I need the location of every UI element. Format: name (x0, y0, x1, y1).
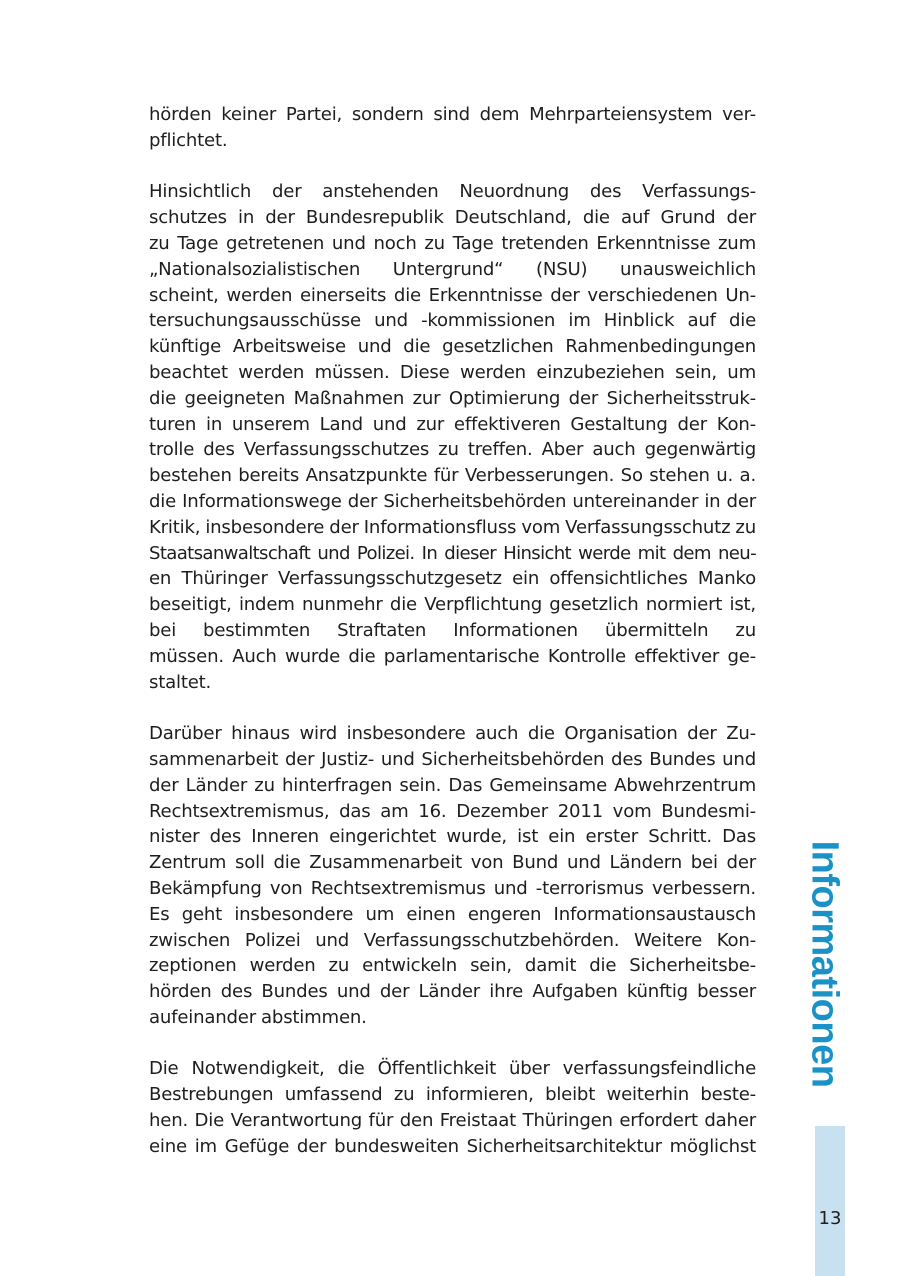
text-line: tersuchungsausschüsse und -kommissionen im Hinblick auf die (149, 310, 756, 332)
text-line: nister des Inneren eingerichtet wurde, ist ein erster Schritt. Das (149, 826, 756, 848)
text-line: beseitigt, indem nunmehr die Verpflichtung gesetzlich normiert ist, (149, 594, 756, 616)
text-line: Staatsanwaltschaft und Polizei. In dieser Hinsicht werde mit dem neu- (149, 542, 756, 564)
page-tab (815, 1126, 845, 1276)
text-line: der Länder zu hinterfragen sein. Das Gemeinsame Abwehrzentrum (149, 774, 756, 796)
text-line: eine im Gefüge der bundesweiten Sicherheitsarchitektur möglichst (149, 1135, 756, 1157)
text-line: Die Notwendigkeit, die Öffentlichkeit über verfassungsfeindliche (149, 1058, 756, 1080)
body-text (149, 102, 756, 1160)
text-line: sammenarbeit der Justiz- und Sicherheitsbehörden des Bundes und (149, 748, 756, 770)
text-line: Es geht insbesondere um einen engeren Informationsaustausch (149, 903, 756, 925)
page-number: 13 (818, 1208, 842, 1229)
text-line: bestehen bereits Ansatzpunkte für Verbesserungen. So stehen u. a. (149, 465, 756, 487)
text-line: die geeigneten Maßnahmen zur Optimierung der Sicherheitsstruk- (149, 387, 756, 409)
text-line: künftige Arbeitsweise und die gesetzlichen Rahmenbedingungen (149, 336, 756, 358)
paragraph-4 (149, 1056, 756, 1159)
text-line: hörden des Bundes und der Länder ihre Aufgaben künftig besser (149, 981, 756, 1003)
text-line: trolle des Verfassungsschutzes zu treffen. Aber auch gegenwärtig (149, 439, 756, 461)
text-line: aufeinander abstimmen. (149, 1006, 367, 1028)
section-label (803, 840, 846, 1088)
text-line: müssen. Auch wurde die parlamentarische Kontrolle effektiver ge- (149, 645, 756, 667)
text-line: zu Tage getretenen und noch zu Tage tretenden Erkenntnisse zum (149, 232, 756, 254)
text-line: turen in unserem Land und zur effektiveren Gestaltung der Kon- (149, 413, 756, 435)
text-line: scheint, werden einerseits die Erkenntnisse der verschiedenen Un- (149, 284, 756, 306)
text-line: Zentrum soll die Zusammenarbeit von Bund und Ländern bei der (149, 852, 756, 874)
text-line: Rechtsextremismus, das am 16. Dezember 2011 vom Bundesmi- (149, 800, 756, 822)
text-line: zwischen Polizei und Verfassungsschutzbehörden. Weitere Kon- (149, 929, 756, 951)
section-label-text: Informationen (803, 840, 846, 1088)
text-line: en Thüringer Verfassungsschutzgesetz ein offensichtliches Manko (149, 568, 756, 590)
text-line: Hinsichtlich der anstehenden Neuordnung des Verfassungs- (149, 181, 756, 203)
text-line: zeptionen werden zu entwickeln sein, damit die Sicherheitsbe- (149, 955, 756, 977)
text-line: die Informationswege der Sicherheitsbehörden untereinander in der (149, 490, 756, 512)
text-line: bei bestimmten Straftaten Informationen übermitteln zu (149, 619, 756, 641)
text-line: staltet. (149, 671, 212, 693)
text-line: schutzes in der Bundesrepublik Deutschland, die auf Grund der (149, 207, 756, 229)
text-line: hörden keiner Partei, sondern sind dem Mehrparteiensystem ver- (149, 104, 756, 125)
text-line: „Nationalsozialistischen Untergrund“ (NSU) unausweichlich (149, 258, 756, 280)
text-line: pflichtet. (149, 129, 228, 151)
text-line: Bekämpfung von Rechtsextremismus und -terrorismus verbessern. (149, 877, 756, 899)
text-line: beachtet werden müssen. Diese werden einzubeziehen sein, um (149, 361, 756, 383)
paragraph-1 (149, 102, 756, 154)
text-line: Bestrebungen umfassend zu informieren, bleibt weiterhin beste- (149, 1084, 756, 1106)
text-line: Kritik, insbesondere der Informationsfluss vom Verfassungsschutz zu (149, 516, 756, 538)
paragraph-2 (149, 179, 756, 695)
text-line: hen. Die Verantwortung für den Freistaat Thüringen erfordert daher (149, 1110, 756, 1132)
paragraph-3 (149, 721, 756, 1031)
text-line: Darüber hinaus wird insbesondere auch die Organisation der Zu- (149, 723, 756, 745)
